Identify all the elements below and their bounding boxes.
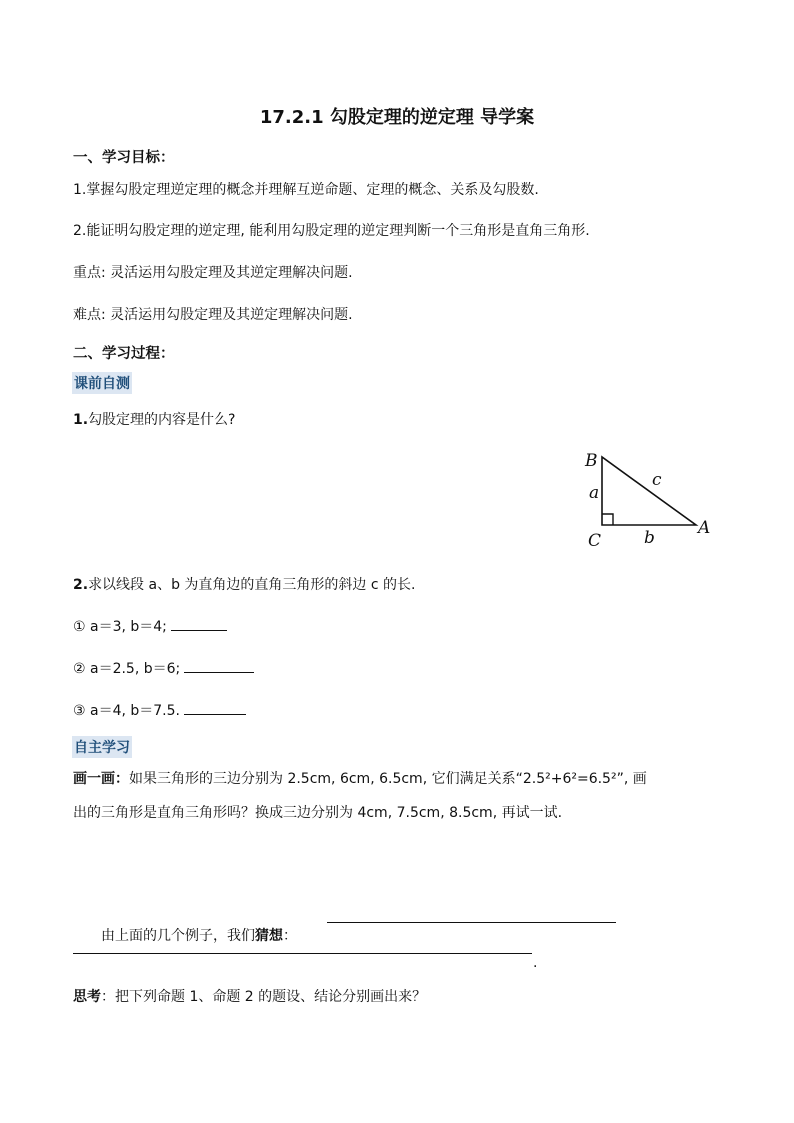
sub-question-3: [73, 700, 246, 720]
question-2-number: 2.: [73, 577, 89, 593]
question-1-text: 勾股定理的内容是什么?: [88, 412, 236, 428]
vertex-a-label: A: [698, 518, 711, 538]
question-1: [73, 409, 236, 429]
section-heading-process: 二、学习过程：: [73, 346, 175, 362]
question-1-number: 1.: [73, 412, 89, 428]
vertex-c-label: C: [588, 531, 602, 550]
conjecture-answer-line-2[interactable]: [73, 953, 532, 954]
side-a-label: a: [589, 483, 600, 503]
draw-activity-line-1: [73, 768, 647, 788]
question-2-text: 求以线段 a、b 为直角边的直角三角形的斜边 c 的长.: [88, 577, 416, 593]
right-angle-mark: [602, 514, 613, 525]
learning-goal-2: 2.能证明勾股定理的逆定理, 能利用勾股定理的逆定理判断一个三角形是直角三角形.: [73, 223, 590, 239]
sub-question-1: [73, 616, 227, 636]
answer-blank-1[interactable]: [171, 616, 227, 631]
pretest-tag: 课前自测: [72, 372, 132, 394]
key-point: 重点: 灵活运用勾股定理及其逆定理解决问题.: [73, 265, 353, 281]
sub-question-2: [73, 658, 254, 678]
think-question: [73, 986, 426, 1006]
conjecture-label: 猜想: [255, 928, 283, 944]
answer-blank-3[interactable]: [184, 700, 246, 715]
section-heading-goals: 一、学习目标：: [73, 150, 175, 166]
think-label: 思考: [73, 989, 101, 1005]
self-study-tag: 自主学习: [72, 736, 132, 758]
conjecture-colon: ：: [283, 928, 297, 944]
conjecture-prefix: 由上面的几个例子，我们: [101, 928, 255, 944]
document-title: 17.2.1 勾股定理的逆定理 导学案: [259, 107, 535, 128]
draw-activity-text-1: 如果三角形的三边分别为 2.5cm, 6cm, 6.5cm, 它们满足关系“2.5²+6²=6.5²”, 画: [129, 771, 647, 787]
side-c-label: c: [652, 470, 662, 490]
sub-question-3-text: ③ a＝4, b＝7.5.: [73, 703, 180, 719]
right-triangle-diagram: [580, 445, 720, 550]
triangle-shape: [602, 457, 696, 525]
sub-question-1-text: ① a＝3, b＝4;: [73, 619, 167, 635]
conjecture-answer-line-1[interactable]: [327, 922, 616, 923]
question-2: [73, 574, 415, 594]
think-text: ：把下列命题 1、命题 2 的题设、结论分别画出来？: [101, 989, 427, 1005]
conjecture-line: [101, 925, 297, 945]
difficulty-point: 难点: 灵活运用勾股定理及其逆定理解决问题.: [73, 307, 353, 323]
learning-goal-1: 1.掌握勾股定理逆定理的概念并理解互逆命题、定理的概念、关系及勾股数.: [73, 182, 539, 198]
conjecture-end: .: [533, 955, 538, 971]
side-b-label: b: [644, 528, 655, 548]
answer-blank-2[interactable]: [184, 658, 254, 673]
vertex-b-label: B: [585, 451, 598, 471]
draw-activity-label: 画一画：: [73, 771, 129, 787]
sub-question-2-text: ② a＝2.5, b＝6;: [73, 661, 181, 677]
draw-activity-line-2: 出的三角形是直角三角形吗？换成三边分别为 4cm, 7.5cm, 8.5cm, 再试一试.: [73, 805, 563, 821]
